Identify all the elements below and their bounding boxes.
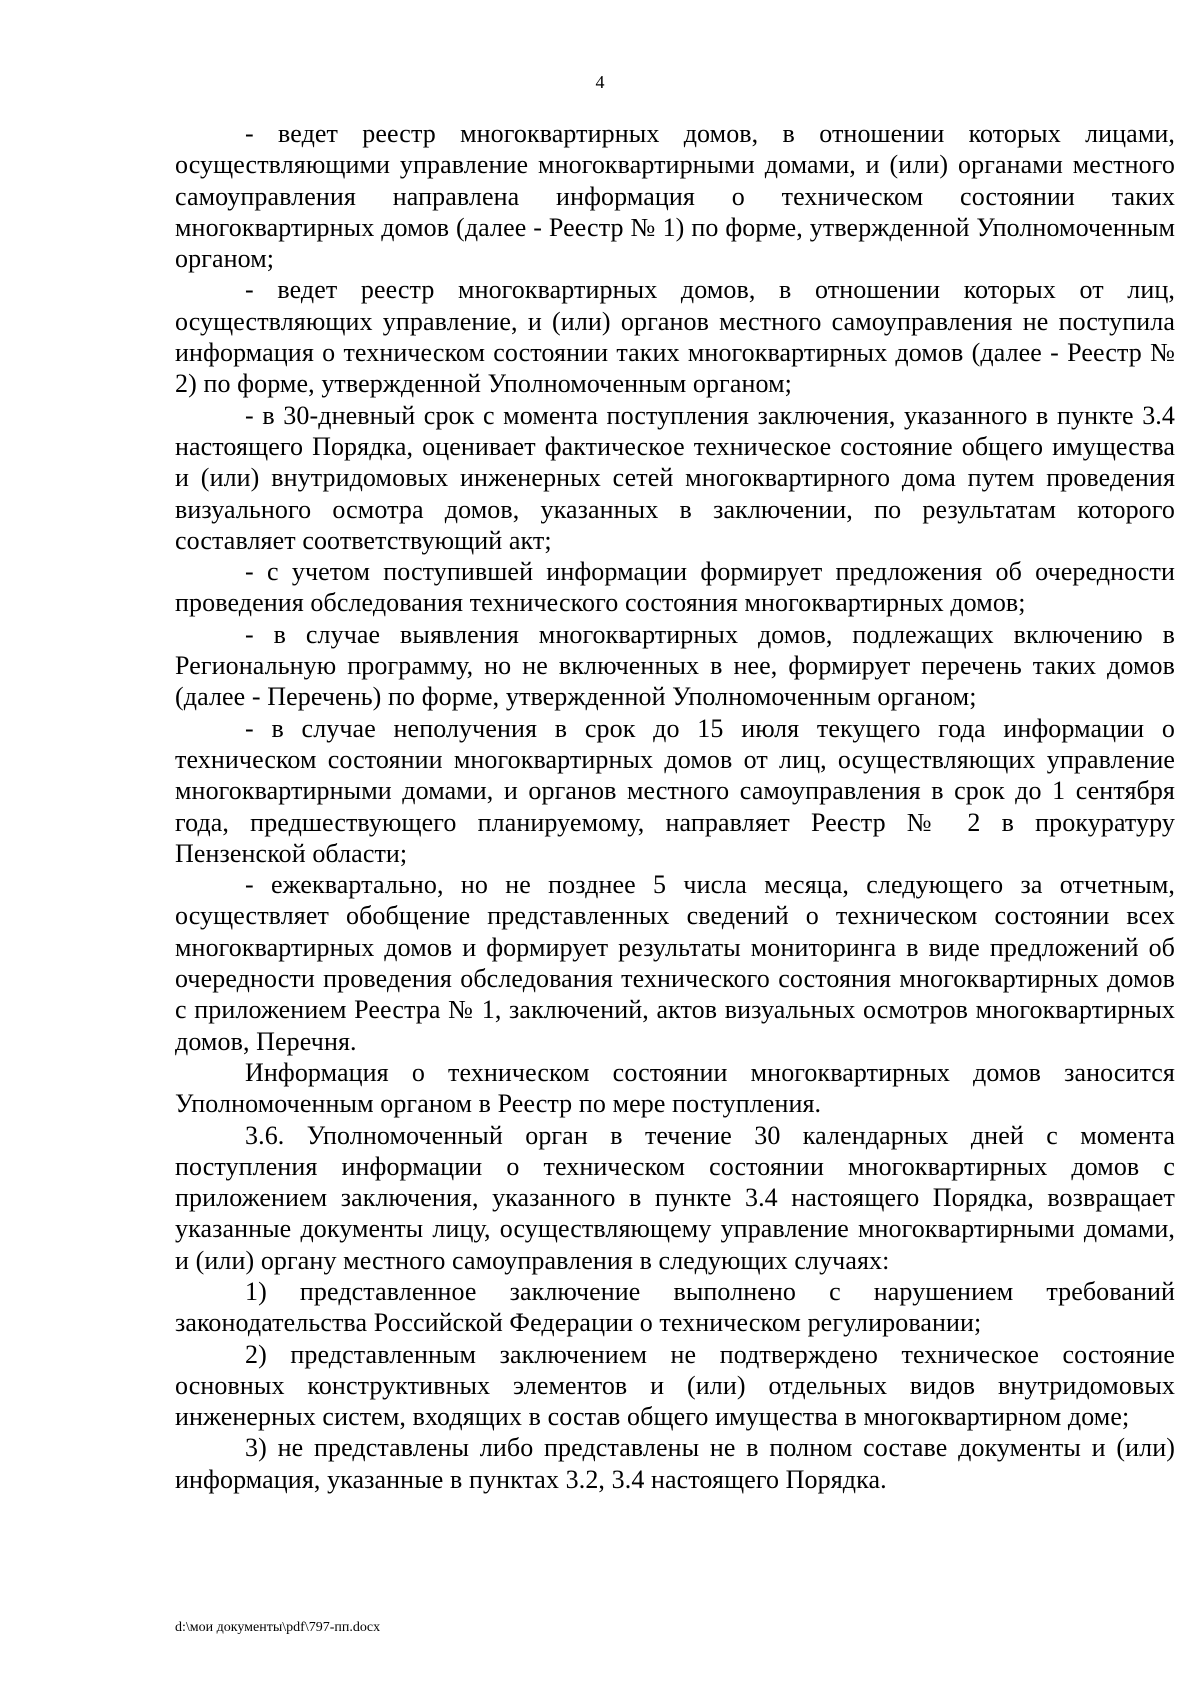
paragraph: 3) не представлены либо представлены не в полном составе документы и (или) информация, указанные в пунктах 3.2, 3.4 настоящего Порядка. [175,1433,1175,1494]
paragraph: Информация о техническом состоянии многоквартирных домов заносится Уполномоченным органом в Реестр по мере поступления. [175,1057,1175,1119]
paragraph: 2) представленным заключением не подтверждено техническое состояние основных конструктивных элементов и (или) отдельных видов внутридомовых инженерных систем, входящих в состав общего имущества в многоквартирном доме; [175,1339,1175,1432]
paragraph: - с учетом поступившей информации формирует предложения об очередности проведения обследования технического состояния многоквартирных домов; [175,557,1175,618]
paragraph: - ежеквартально, но не позднее 5 числа месяца, следующего за отчетным, осуществляет обобщение представленных сведений о техническом состоянии всех многоквартирных домов и формирует результаты мониторинга в виде предложений об очередности проведения обследования технического состояния многоквартирных домов с приложением Реестра № 1, заключений, актов визуальных осмотров многоквартирных домов, Перечня. [175,870,1175,1056]
footer-file-path: d:\мои документы\pdf\797-пп.docx [175,1620,381,1635]
document-body [175,118,1175,1495]
paragraph: 3.6. Уполномоченный орган в течение 30 календарных дней с момента поступления информации о техническом состоянии многоквартирных домов с приложением заключения, указанного в пункте 3.4 настоящего Порядка, возвращает указанные документы лицу, осуществляющему управление многоквартирными домами, и (или) органу местного самоуправления в следующих случаях: [175,1120,1175,1275]
paragraph: - в случае выявления многоквартирных домов, подлежащих включению в Региональную программу, но не включенных в нее, формирует перечень таких домов (далее - Перечень) по форме, утвержденной Уполномоченным органом; [175,619,1175,712]
paragraph: - ведет реестр многоквартирных домов, в отношении которых лицами, осуществляющими управление многоквартирными домами, и (или) органами местного самоуправления направлена информация о техническом состоянии таких многоквартирных домов (далее - Реестр № 1) по форме, утвержденной Уполномоченным органом; [175,119,1175,274]
paragraph: - ведет реестр многоквартирных домов, в отношении которых от лиц, осуществляющих управление, и (или) органов местного самоуправления не поступила информация о техническом состоянии таких многоквартирных домов (далее - Реестр № 2) по форме, утвержденной Уполномоченным органом; [175,275,1175,399]
page-number: 4 [595,72,605,92]
paragraph: - в 30-дневный срок с момента поступления заключения, указанного в пункте 3.4 настоящего Порядка, оценивает фактическое техническое состояние общего имущества и (или) внутридомовых инженерных сетей многоквартирного дома путем проведения визуального осмотра домов, указанных в заключении, по результатам которого составляет соответствующий акт; [175,400,1175,555]
paragraph: 1) представленное заключение выполнено с нарушением требований законодательства Российской Федерации о техническом регулировании; [175,1276,1175,1338]
paragraph: - в случае неполучения в срок до 15 июля текущего года информации о техническом состоянии многоквартирных домов от лиц, осуществляющих управление многоквартирными домами, и органов местного самоуправления в срок до 1 сентября года, предшествующего планируемому, направляет Реестр № 2 в прокуратуру Пензенской области; [175,713,1175,868]
